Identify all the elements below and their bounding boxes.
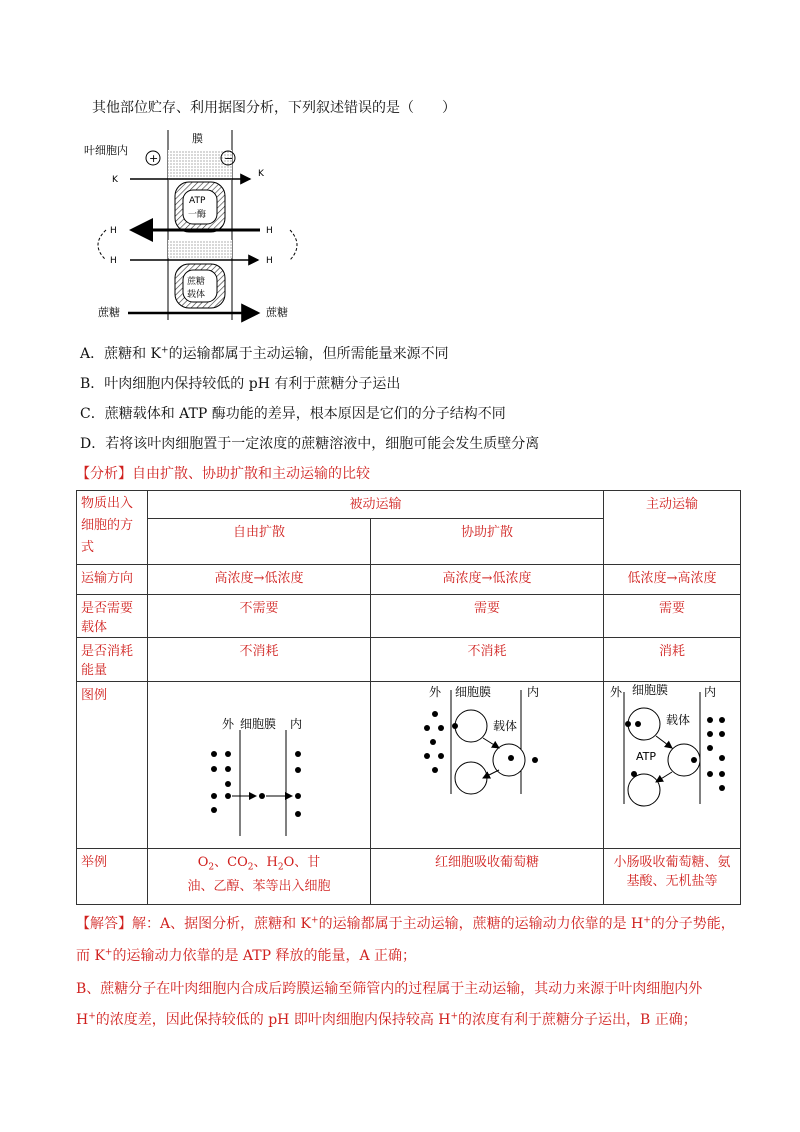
membrane-label: 膜 [192, 132, 203, 145]
question-stem: 其他部位贮存、利用据图分析，下列叙述错误的是（ ） [92, 100, 456, 116]
sucrose-left-label: 蔗糖 [98, 306, 120, 319]
answer-line-4: H+的浓度差，因此保持较低的 pH 即叶肉细胞内保持较高 H+的浓度有利于蔗糖分子运出，B 正确； [76, 1011, 697, 1028]
svg-text:载体: 载体 [666, 713, 691, 727]
active-header: 主动运输 [604, 491, 741, 565]
row-label: 运输方向 [77, 565, 148, 595]
free-diffusion-diagram-cell [148, 682, 371, 849]
example-free: $O_2$、$CO_2$、$H_2O$、甘 油、乙醇、苯等出入细胞 [148, 849, 371, 905]
option-b: B．叶肉细胞内保持较低的 pH 有利于蔗糖分子运出 [80, 376, 401, 392]
svg-text:ATP: ATP [636, 750, 657, 763]
answer-line-1: 【解答】解：A、据图分析，蔗糖和 K+的运输都属于主动运输，蔗糖的运输动力依靠的是 H+的分子势能， [76, 915, 735, 932]
svg-text:内: 内 [704, 685, 717, 699]
comparison-table [76, 490, 741, 905]
minus-sign: − [224, 152, 234, 165]
row-label: 是否消耗能量 [77, 638, 148, 682]
k-left-label: K [112, 175, 118, 185]
svg-text:外: 外 [222, 717, 235, 731]
cell: 不消耗 [148, 638, 371, 682]
free-diffusion-diagram [152, 684, 366, 842]
cell: 低浓度→高浓度 [604, 565, 741, 595]
cell: 高浓度→低浓度 [371, 565, 604, 595]
row-label: 是否需要载体 [77, 595, 148, 638]
answer-line-3: B、蔗糖分子在叶肉细胞内合成后跨膜运输至筛管内的过程属于主动运输，其动力来源于叶肉细胞内外 [76, 981, 703, 997]
svg-text:细胞膜: 细胞膜 [632, 684, 669, 697]
option-c: C．蔗糖载体和 ATP 酶功能的差异，根本原因是它们的分子结构不同 [80, 406, 506, 422]
atp-label: ATP [189, 196, 206, 206]
cell: 不消耗 [371, 638, 604, 682]
row-label: 举例 [77, 849, 148, 905]
h-bot-left-label: H [110, 256, 117, 266]
svg-text:细胞膜: 细胞膜 [455, 685, 492, 699]
active-transport-diagram [608, 684, 736, 842]
membrane-transport-figure [80, 130, 300, 330]
cell: 不需要 [148, 595, 371, 638]
passive-header: 被动运输 [148, 491, 604, 519]
inside-label: 叶细胞内 [84, 144, 128, 157]
analysis-heading: 【分析】自由扩散、协助扩散和主动运输的比较 [76, 466, 370, 482]
active-diagram-cell [604, 682, 741, 849]
svg-text:细胞膜: 细胞膜 [240, 717, 277, 731]
h-top-left-label: H [110, 226, 117, 236]
svg-text:载体: 载体 [493, 719, 518, 733]
carrier-label-2: 载体 [187, 290, 206, 300]
example-facilitated: 红细胞吸收葡萄糖 [371, 849, 604, 905]
option-a: A．蔗糖和 K+的运输都属于主动运输，但所需能量来源不同 [80, 345, 449, 362]
option-d: D．若将该叶肉细胞置于一定浓度的蔗糖溶液中，细胞可能会发生质壁分离 [80, 436, 540, 452]
svg-text:外: 外 [610, 685, 623, 699]
svg-text:外: 外 [429, 685, 442, 699]
h-top-right-label: H [266, 226, 273, 236]
cell: 需要 [604, 595, 741, 638]
example-active: 小肠吸收葡萄糖、氨基酸、无机盐等 [604, 849, 741, 905]
h-bot-right-label: H [266, 256, 273, 266]
cell: 高浓度→低浓度 [148, 565, 371, 595]
enzyme-label: 一酶 [188, 210, 207, 220]
row-label: 图例 [77, 682, 148, 849]
table-corner: 物质出入细胞的方式 [77, 491, 148, 565]
facilitated-header: 协助扩散 [371, 519, 604, 565]
k-right-label: K [258, 169, 264, 179]
sucrose-right-label: 蔗糖 [266, 306, 288, 319]
plus-sign: + [149, 152, 159, 165]
carrier-label-1: 蔗糖 [187, 277, 206, 287]
facilitated-diagram-cell [371, 682, 604, 849]
free-header: 自由扩散 [148, 519, 371, 565]
facilitated-diagram [375, 684, 599, 842]
cell: 消耗 [604, 638, 741, 682]
answer-line-2: 而 K+的运输动力依靠的是 ATP 释放的能量，A 正确； [76, 947, 417, 964]
svg-text:内: 内 [290, 717, 303, 731]
cell: 需要 [371, 595, 604, 638]
svg-text:内: 内 [527, 685, 540, 699]
